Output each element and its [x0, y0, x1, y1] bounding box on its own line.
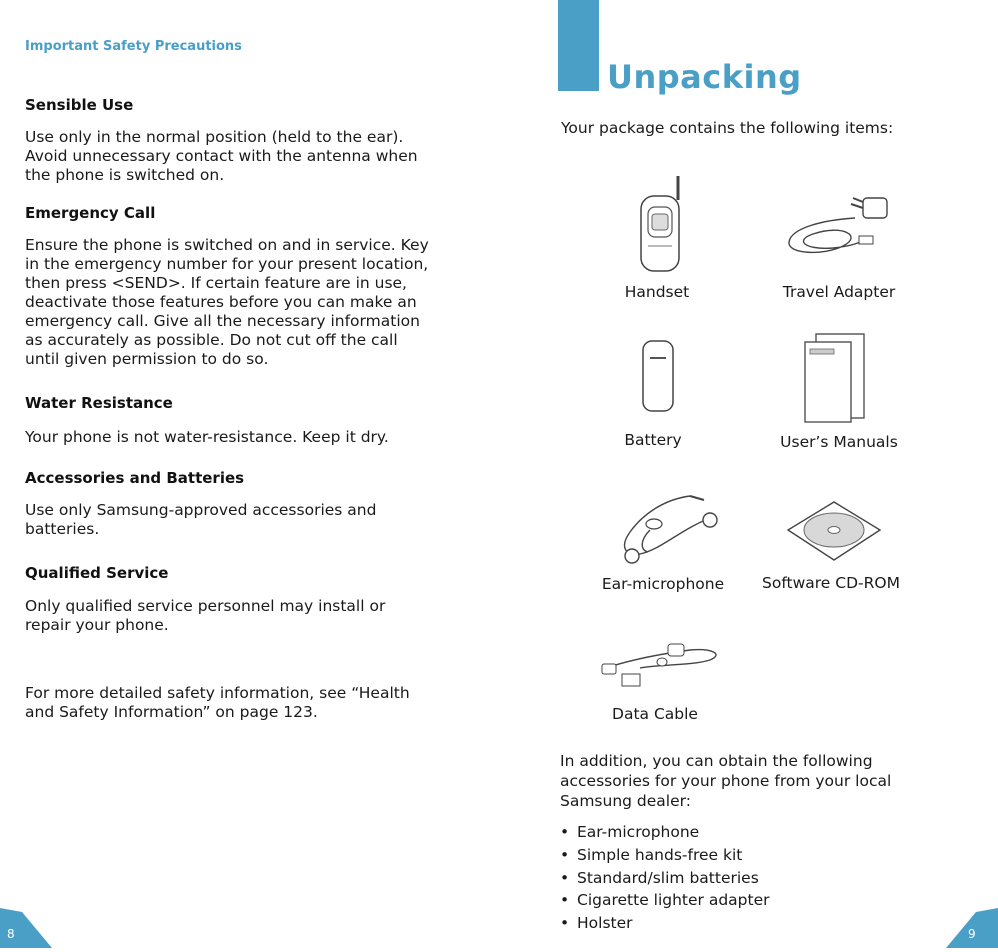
section-body-water-resistance: Your phone is not water-resistance. Keep it dry. [25, 428, 389, 446]
section-title-emergency-call: Emergency Call [25, 204, 156, 222]
item-label-ear-microphone: Ear-microphone [601, 575, 725, 593]
section-body-accessories-batteries: Use only Samsung-approved accessories and batteries. [25, 501, 377, 538]
chapter-title: Unpacking [607, 58, 802, 96]
chapter-tab [558, 0, 599, 91]
cd-rom-icon [786, 500, 882, 566]
list-item: • Simple hands-free kit [560, 844, 770, 867]
item-label-handset: Handset [624, 283, 690, 301]
section-body-emergency-call: Ensure the phone is switched on and in service. Key in the emergency number for your present location, then press <SEND>. If certain feature are in use, deactivate those features before you can make an emergency call. Give all the necessary information as accurately as possible. Do not cut off the call until given permission to do so. [25, 236, 429, 368]
safety-info-reference: For more detailed safety information, see “Health and Safety Information” on page 123. [25, 684, 410, 721]
page-number-badge-left [0, 908, 52, 948]
item-label-battery: Battery [624, 431, 682, 449]
list-item: • Standard/slim batteries [560, 867, 770, 890]
item-label-data-cable: Data Cable [612, 705, 698, 723]
list-item: • Cigarette lighter adapter [560, 889, 770, 912]
manuals-icon [802, 332, 868, 428]
section-title-water-resistance: Water Resistance [25, 394, 173, 412]
list-item: • Ear-microphone [560, 821, 770, 844]
ear-microphone-icon [610, 490, 722, 572]
section-body-qualified-service: Only qualified service personnel may install or repair your phone. [25, 597, 386, 634]
section-title-qualified-service: Qualified Service [25, 564, 169, 582]
item-label-software-cd-rom: Software CD-ROM [762, 574, 900, 592]
section-title-accessories-batteries: Accessories and Batteries [25, 469, 245, 487]
battery-icon [640, 338, 676, 418]
running-head: Important Safety Precautions [25, 39, 242, 54]
item-label-users-manuals: User’s Manuals [780, 433, 898, 451]
list-item: • Holster [560, 912, 770, 935]
handset-icon [636, 174, 684, 278]
travel-adapter-icon [783, 190, 893, 264]
data-cable-icon [600, 640, 726, 696]
page-number-badge-right [946, 908, 998, 948]
item-label-travel-adapter: Travel Adapter [782, 283, 896, 301]
additional-accessories-intro: In addition, you can obtain the following accessories for your phone from your local Samsung dealer: [560, 752, 892, 810]
page-number-left: 8 [7, 927, 15, 941]
intro-text: Your package contains the following items: [561, 119, 894, 137]
accessory-list [560, 821, 770, 935]
section-body-sensible-use: Use only in the normal position (held to the ear). Avoid unnecessary contact with the antenna when the phone is switched on. [25, 128, 418, 184]
page-number-right: 9 [968, 927, 976, 941]
section-title-sensible-use: Sensible Use [25, 96, 134, 114]
